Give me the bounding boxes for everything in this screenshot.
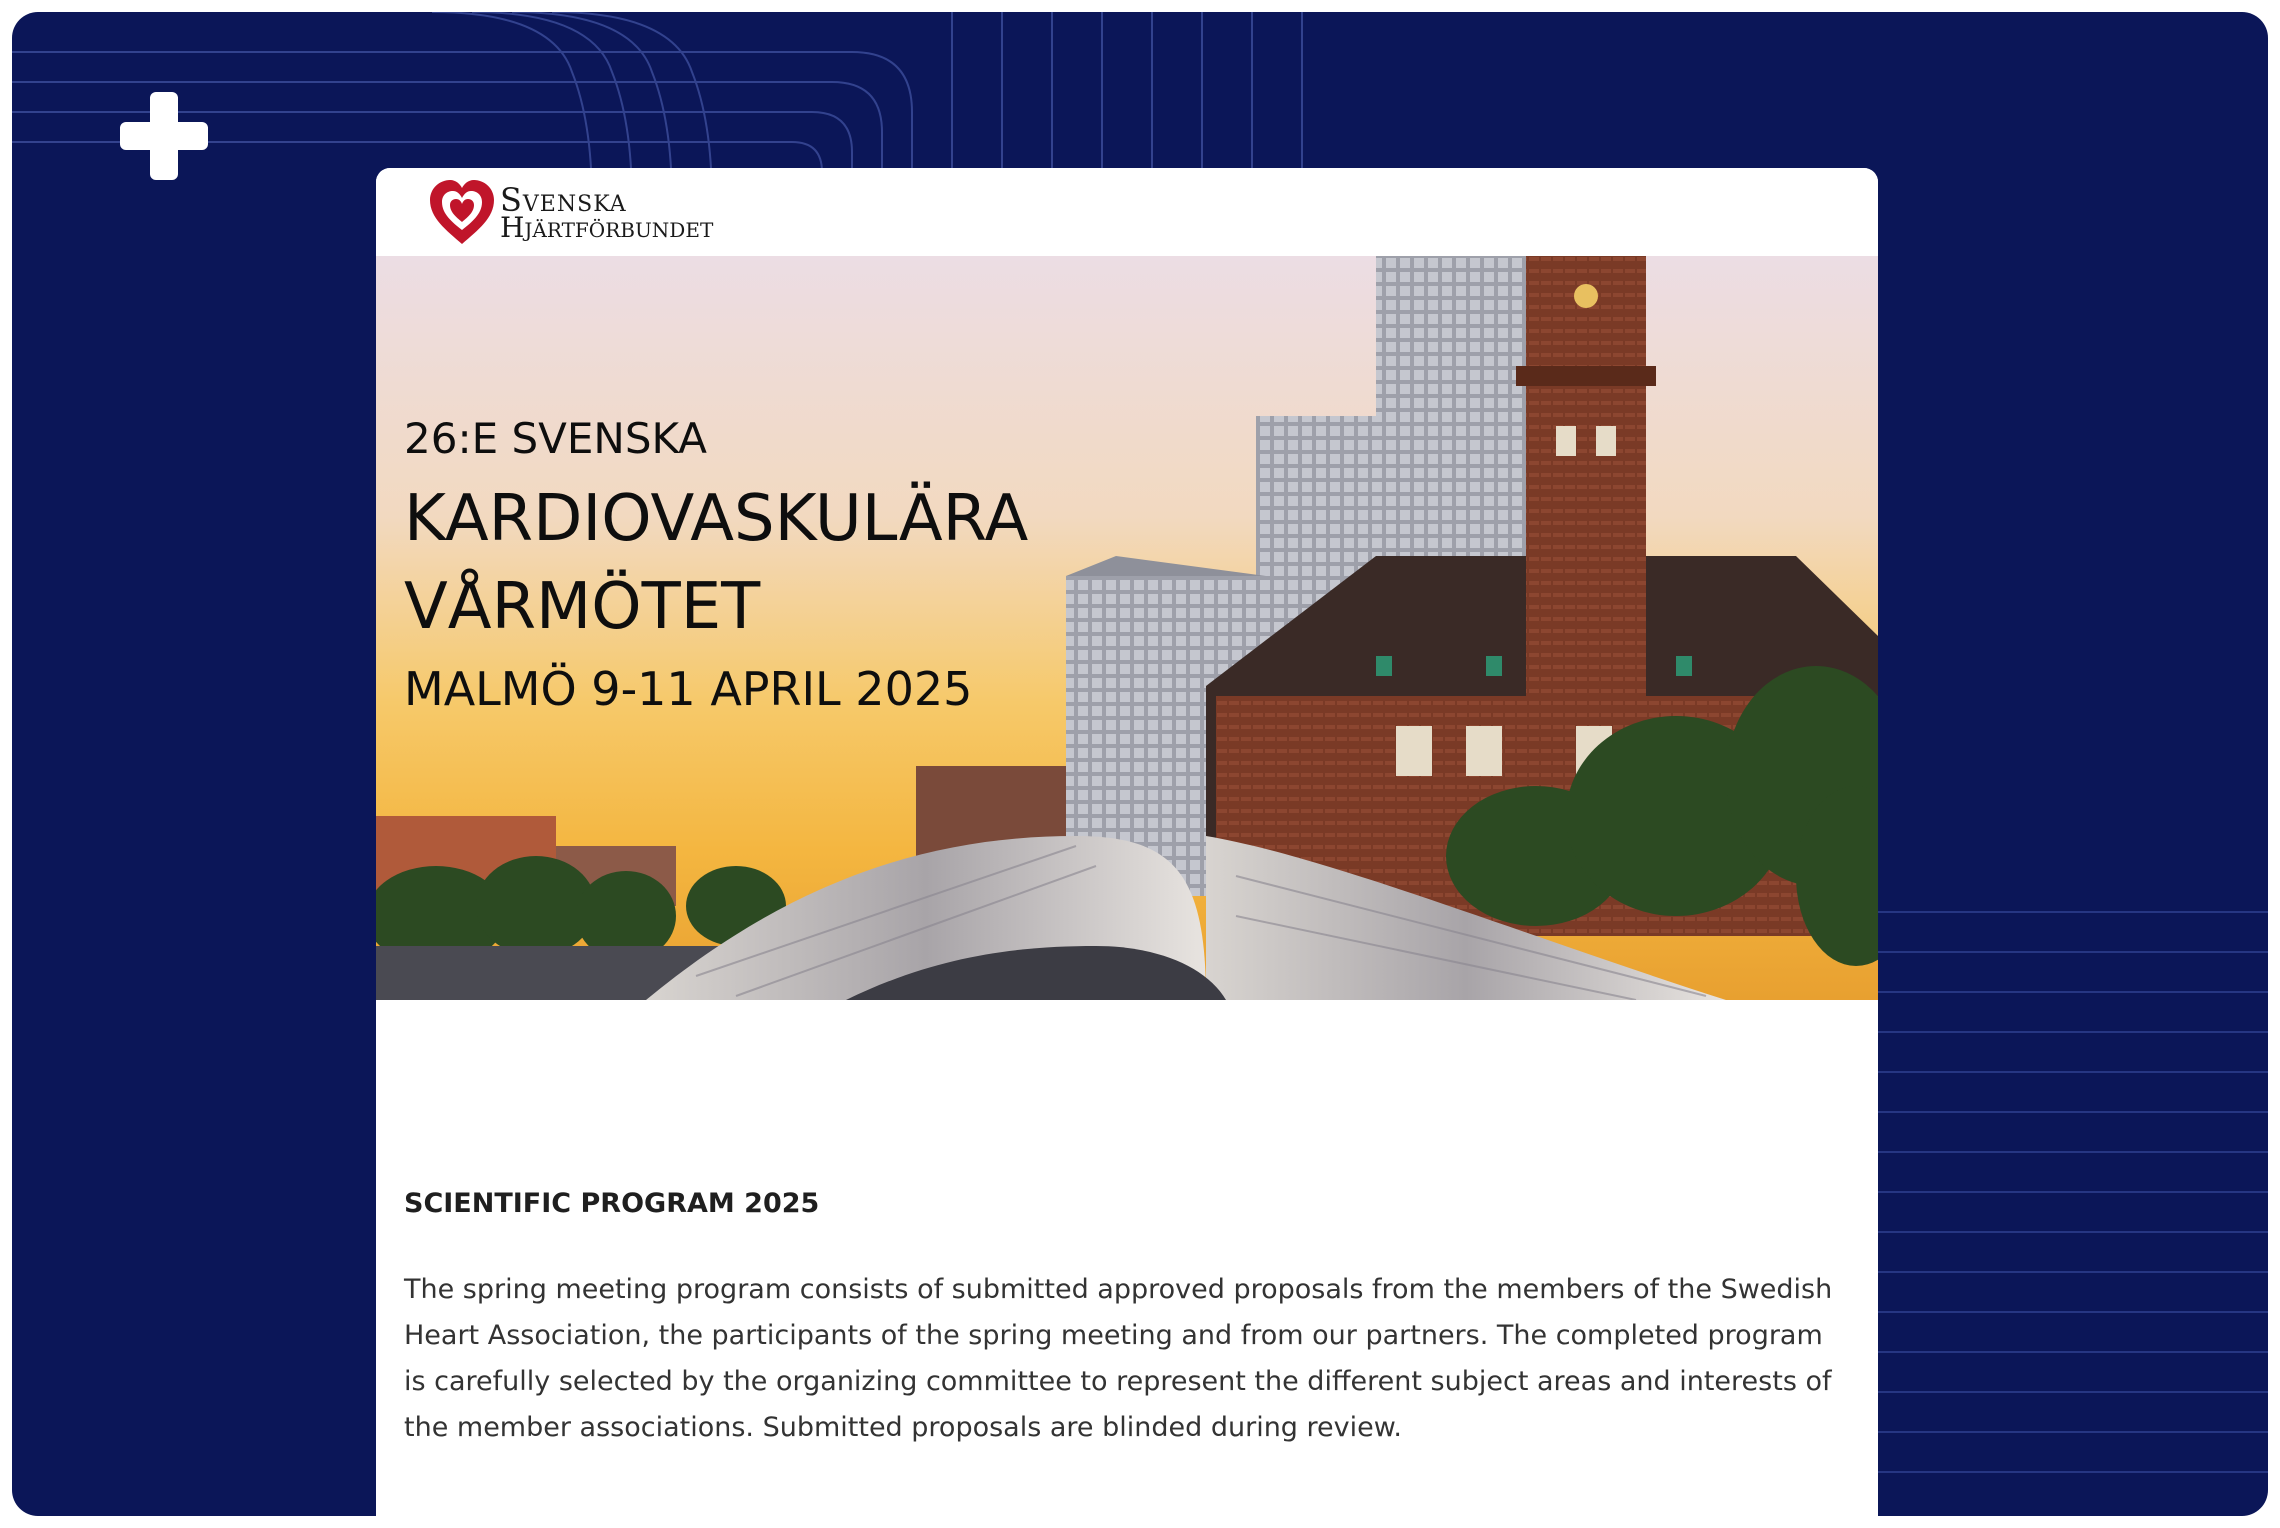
hero-banner — [376, 256, 1878, 1000]
banner-title-line-2: VÅRMÖTET — [404, 570, 761, 644]
heart-logo-icon — [426, 178, 498, 248]
logo-bar — [376, 168, 1878, 256]
logo-wordmark — [500, 181, 714, 244]
banner-title-line-1: KARDIOVASKULÄRA — [404, 482, 1029, 556]
email-card — [376, 168, 1878, 1516]
plus-icon — [116, 88, 212, 184]
section-heading: SCIENTIFIC PROGRAM 2025 — [404, 1188, 820, 1219]
banner-date: MALMÖ 9-11 APRIL 2025 — [404, 662, 973, 716]
content-section — [404, 1188, 1844, 1451]
logo-line-1: Svenska — [500, 181, 627, 219]
banner-edition: 26:E SVENSKA — [404, 414, 708, 463]
section-paragraph: The spring meeting program consists of submitted approved proposals from the members of the Swedish Heart Association, the participants of the spring meeting and from our partners. The completed program is carefully selected by the organizing committee to represent the different subject areas and interests of the member associations. Submitted proposals are blinded during review. — [404, 1274, 1833, 1443]
logo-line-2: Hjärtförbundet — [500, 211, 714, 244]
